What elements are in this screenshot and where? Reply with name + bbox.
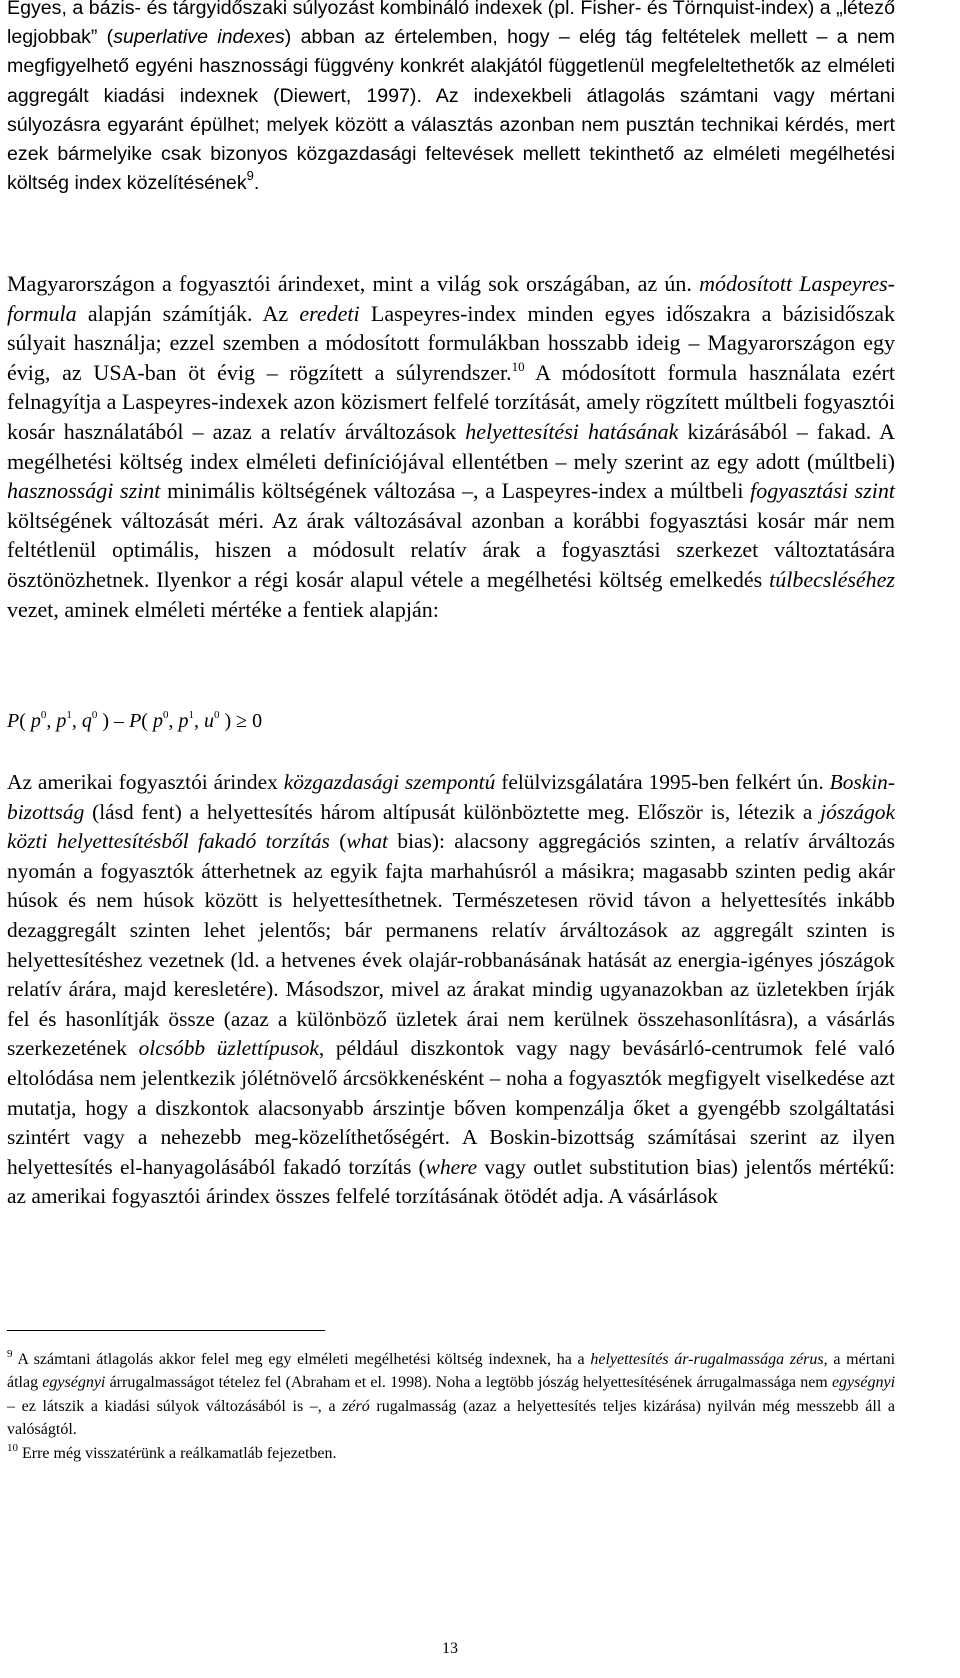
text-run: kizárásából – fakad. A megélhetési költség index elméleti definíciójával ellentétben – mely szerint az egy adott (múltbeli) (7, 418, 895, 474)
italic-term: hasznossági szint (7, 478, 161, 504)
body-paragraph-1 (7, 0, 895, 198)
text-run: vagy outlet substitution bias) jelentős mértékű: az amerikai fogyasztói árindex összes felfelé torzításának ötödét adja. A vásárlások (7, 1154, 895, 1209)
formula-symbol: p (30, 710, 41, 732)
text-run: A számtani átlagolás akkor felel meg egy elméleti megélhetési költség indexnek, ha a (12, 1351, 591, 1368)
formula-text: ( (141, 710, 153, 732)
footnote-number: 9 (7, 1348, 13, 1360)
formula-superscript: 0 (91, 709, 98, 721)
italic-term: egységnyi (831, 1374, 896, 1392)
italic-term: Boskin-bizottság (7, 770, 895, 824)
formula-symbol: q (81, 710, 92, 732)
text-run: Laspeyres-index minden egyes időszakra a bázisidőszak súlyait használja; ezzel szemben a módosított formulákban hosszabb ideig – Magyarországon egy évig, az USA-ban öt évig – rögzített a súlyrendszer. (7, 300, 895, 385)
text-run: költségének változását méri. Az árak változásával azonban a korábbi fogyasztási kosár már nem feltétlenül optimális, hiszen a módosult relatív árak a fogyasztási szerkezet változtatására ösztönözhetnek. Ilyenkor a régi kosár alapul vétele a megélhetési költség emelkedés (7, 507, 895, 592)
formula-symbol: p (178, 710, 189, 732)
italic-term: zéró (342, 1397, 370, 1415)
text-run: vezet, aminek elméleti mértéke a fentiek alapján: (7, 596, 439, 622)
formula-text: , (71, 710, 82, 732)
formula-superscript: 1 (188, 709, 194, 721)
text-run: Egyes, a bázis- és tárgyidőszaki súlyozást kombináló indexek (pl. Fisher- és Törnquist-index) a „létező legjobbak” ( (7, 0, 895, 49)
footnote-ref-9[interactable]: 9 (246, 168, 254, 184)
text-run: , például diszkontok vagy nagy bevásárló-centrumok felé való eltolódása nem jelentkezik jólétnövelő árcsökkenésként – noha a fogyasztók megfigyelt viselkedése azt mutatja, hogy a diszkontok alacsonyabb árszintje bőven kompenzálja őket a gyengébb szolgáltatási szintért vagy a nehezebb meg-közelíthetőségért. A Boskin-bizottság számításai szerint az ilyen helyettesítés el-hanyagolásából fakadó torzítás ( (7, 1036, 895, 1179)
formula-text: ) ≥ 0 (219, 710, 263, 732)
text-run: ) abban az értelemben, hogy – elég tág feltételek mellett – a nem megfigyelhető egyéni hasznossági függvény konkrét alakjától függetlenül megfeleltethetők az elméleti aggregált kiadási indexnek (Diewert, 1997). Az indexekbeli átlagolás számtani vagy mértani súlyozásra egyaránt épülhet; melyek között a választás azonban nem pusztán technikai kérdés, mert ezek bármelyike csak bizonyos közgazdasági feltevések mellett tekinthető az elméleti megélhetési költség index közelítésének (7, 26, 895, 195)
text-run: Az amerikai fogyasztói árindex (7, 770, 284, 794)
italic-term: túlbecsléséhez (769, 566, 895, 592)
footnotes (7, 1348, 895, 1465)
text-run: bias): alacsony aggregációs szinten, a relatív árváltozás nyomán a fogyasztók átterhetnek az egyik fajta marhahúsról a másikra; magasabb szinten pedig akár húsok és nem húsok között is helyettesíthetnek. Természetesen rövid távon a helyettesítés inkább dezaggregált szinten lehet jelentős; bár permanens relatív árváltozások az aggregált szinten is helyettesítéshez vezetnek (ld. a hetvenes évek olajár-robbanásának hatását az energia-igényes jószágok relatív árára, majd keresletére). Másodszor, mivel az árakat mindig ugyanazokban az üzletekben írják fel és hasonlítják össze (azaz a különböző üzletek árai nem kerülnek összehasonlításra), a vásárlás szerkezetének (7, 829, 895, 1061)
footnote-number: 10 (7, 1441, 18, 1454)
text-run: rugalmasság (azaz a helyettesítés teljes kizárása) nyilván még messzebb áll a valóságtól. (7, 1397, 895, 1439)
text-run: felülvizsgálatára 1995-ben felkért ún. (495, 770, 830, 794)
formula-text: ) – (97, 710, 130, 732)
formula-superscript: 0 (162, 709, 169, 721)
body-paragraph-2 (7, 269, 895, 624)
formula (7, 706, 262, 736)
text-run: ( (329, 829, 347, 854)
text-run: – ez látszik a kiadási súlyok változásából is –, a (7, 1397, 343, 1415)
footnote-ref-10[interactable]: 10 (511, 358, 525, 374)
footnote-10 (7, 1442, 895, 1465)
text-run: minimális költségének változása –, a Laspeyres-index a múltbeli (160, 478, 751, 504)
text-run: A módosított formula használata ezért felnagyítja a Laspeyres-indexek azon közismert felfelé torzítását, amely rögzített múltbeli fogyasztói kosár használatából – azaz a relatív árváltozások (7, 359, 895, 444)
italic-term: egységnyi (42, 1374, 106, 1392)
formula-symbol: P (7, 710, 20, 732)
formula-text: , (46, 710, 57, 732)
formula-superscript: 0 (213, 709, 220, 721)
formula-text: , (168, 710, 179, 732)
formula-symbol: p (56, 710, 67, 732)
formula-text: ( (19, 710, 31, 732)
formula-symbol: u (203, 710, 214, 732)
italic-term: helyettesítés ár-rugalmassága zérus (590, 1351, 824, 1368)
italic-term: olcsóbb üzlettípusok (138, 1036, 319, 1061)
body-paragraph-3 (7, 768, 895, 1212)
text-run: Erre még visszatérünk a reálkamatláb fejezetben. (18, 1444, 337, 1462)
italic-term: közgazdasági szempontú (283, 770, 496, 794)
footnote-9 (7, 1348, 895, 1442)
italic-term: eredeti (299, 300, 360, 326)
italic-term: where (425, 1154, 478, 1179)
formula-symbol: p (152, 710, 163, 732)
formula-superscript: 0 (40, 709, 47, 721)
text-run: (lásd fent) a helyettesítés három altípusát különböztette meg. Először is, létezik a (84, 799, 821, 824)
formula-superscript: 1 (66, 709, 72, 721)
italic-term: what (346, 829, 388, 854)
text-run: alapján számítják. Az (76, 300, 300, 326)
formula-symbol: P (129, 710, 142, 732)
page-number: 13 (442, 1640, 458, 1657)
italic-term: superlative indexes (113, 26, 285, 49)
italic-term: jószágok közti helyettesítésből fakadó torzítás (7, 799, 895, 854)
italic-term: fogyasztási szint (750, 478, 895, 504)
footnote-separator (7, 1330, 325, 1331)
text-run: . (253, 172, 260, 195)
italic-term: helyettesítési hatásának (465, 418, 679, 444)
text-run: Magyarországon a fogyasztói árindexet, mint a világ sok országában, az ún. (7, 271, 700, 296)
italic-term: módosított Laspeyres-formula (7, 271, 895, 326)
text-run: árrugalmasságot tételez fel (Abraham et el. 1998). Noha a legtöbb jószág helyettesítésének árrugalmassága nem (105, 1374, 832, 1392)
text-run: , a mértani átlag (7, 1351, 896, 1392)
formula-text: , (193, 710, 204, 732)
